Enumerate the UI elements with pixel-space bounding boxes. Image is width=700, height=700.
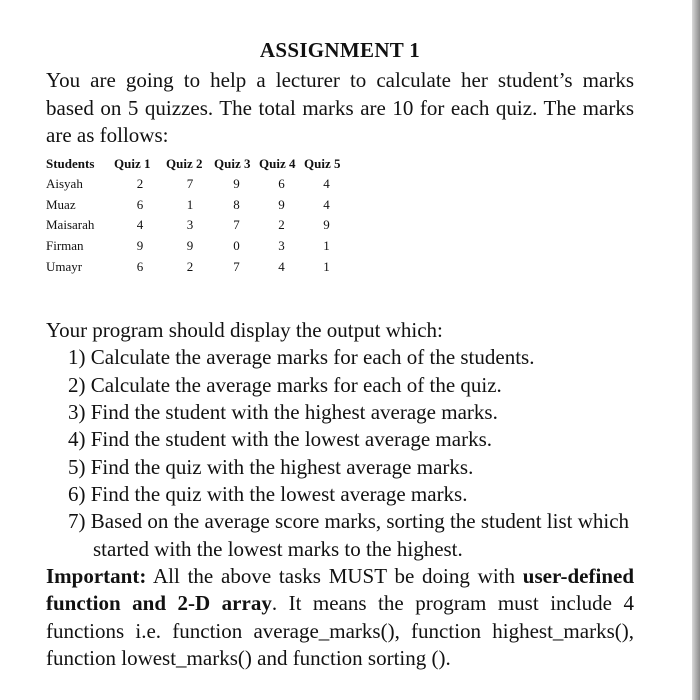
mark-cell: 7 bbox=[186, 175, 194, 191]
header-quiz-2: Quiz 2 bbox=[166, 155, 203, 171]
mark-cell: 2 bbox=[186, 259, 194, 275]
important-text-2: . It means the program must include 4 functions i.e. function average_marks(), function highest_marks(), function lowest_marks() and function sorting (). bbox=[46, 591, 634, 671]
mark-cell: 1 bbox=[323, 238, 330, 254]
mark-cell: 4 bbox=[323, 175, 330, 191]
mark-cell: 3 bbox=[186, 217, 194, 233]
student-name: Muaz bbox=[46, 196, 76, 212]
task-item: 3) Find the student with the highest average marks. bbox=[68, 400, 498, 425]
mark-cell: 9 bbox=[233, 175, 240, 191]
mark-cell: 9 bbox=[323, 217, 330, 233]
table-header-row bbox=[46, 154, 349, 174]
page-edge-shadow bbox=[692, 0, 700, 700]
task-item: 7) Based on the average score marks, sorting the student list which started with the lowest marks to the highest. bbox=[68, 509, 630, 561]
header-quiz-5: Quiz 5 bbox=[304, 155, 341, 171]
header-quiz-4: Quiz 4 bbox=[259, 155, 296, 171]
task-item: 4) Find the student with the lowest average marks. bbox=[68, 427, 492, 452]
mark-cell: 3 bbox=[278, 238, 285, 254]
important-label: Important: bbox=[46, 563, 147, 588]
task-item: 1) Calculate the average marks for each of the students. bbox=[68, 345, 535, 370]
mark-cell: 1 bbox=[323, 259, 330, 275]
intro-paragraph: You are going to help a lecturer to calculate her student’s marks based on 5 quizzes. The total marks are 10 for each quiz. The marks are as follows: bbox=[46, 68, 634, 147]
mark-cell: 6 bbox=[278, 175, 285, 191]
table-row bbox=[46, 215, 349, 236]
task-item: 5) Find the quiz with the highest average marks. bbox=[68, 454, 474, 479]
student-name: Umayr bbox=[46, 259, 83, 275]
assignment-title: ASSIGNMENT 1 bbox=[259, 38, 421, 62]
marks-table bbox=[46, 154, 349, 278]
output-intro: Your program should display the output which: bbox=[46, 318, 443, 343]
task-item: 2) Calculate the average marks for each of the quiz. bbox=[68, 372, 502, 397]
mark-cell: 4 bbox=[278, 259, 285, 275]
table-row bbox=[46, 257, 349, 278]
assignment-page bbox=[46, 38, 634, 673]
important-bold-text: user-defined function and 2-D array bbox=[46, 563, 634, 616]
table-row bbox=[46, 174, 349, 195]
header-quiz-3: Quiz 3 bbox=[214, 155, 251, 171]
mark-cell: 7 bbox=[233, 259, 240, 275]
mark-cell: 0 bbox=[233, 238, 240, 254]
mark-cell: 7 bbox=[233, 217, 240, 233]
header-quiz-1: Quiz 1 bbox=[114, 155, 151, 171]
header-students: Students bbox=[46, 155, 95, 171]
mark-cell: 6 bbox=[136, 259, 144, 275]
mark-cell: 2 bbox=[136, 175, 144, 191]
mark-cell: 4 bbox=[136, 217, 144, 233]
mark-cell: 6 bbox=[136, 196, 144, 212]
important-text-1: All the above tasks MUST be doing with bbox=[146, 563, 523, 588]
student-name: Aisyah bbox=[46, 175, 83, 191]
mark-cell: 9 bbox=[136, 238, 144, 254]
important-note bbox=[46, 563, 634, 673]
mark-cell: 2 bbox=[278, 217, 285, 233]
mark-cell: 8 bbox=[233, 196, 240, 212]
table-row bbox=[46, 236, 349, 257]
student-name: Firman bbox=[46, 238, 84, 254]
task-list bbox=[46, 344, 634, 562]
mark-cell: 9 bbox=[278, 196, 285, 212]
mark-cell: 1 bbox=[186, 196, 194, 212]
table-row bbox=[46, 194, 349, 215]
student-name: Maisarah bbox=[46, 217, 95, 233]
task-item: 6) Find the quiz with the lowest average marks. bbox=[68, 481, 468, 506]
mark-cell: 4 bbox=[323, 196, 330, 212]
mark-cell: 9 bbox=[186, 238, 194, 254]
